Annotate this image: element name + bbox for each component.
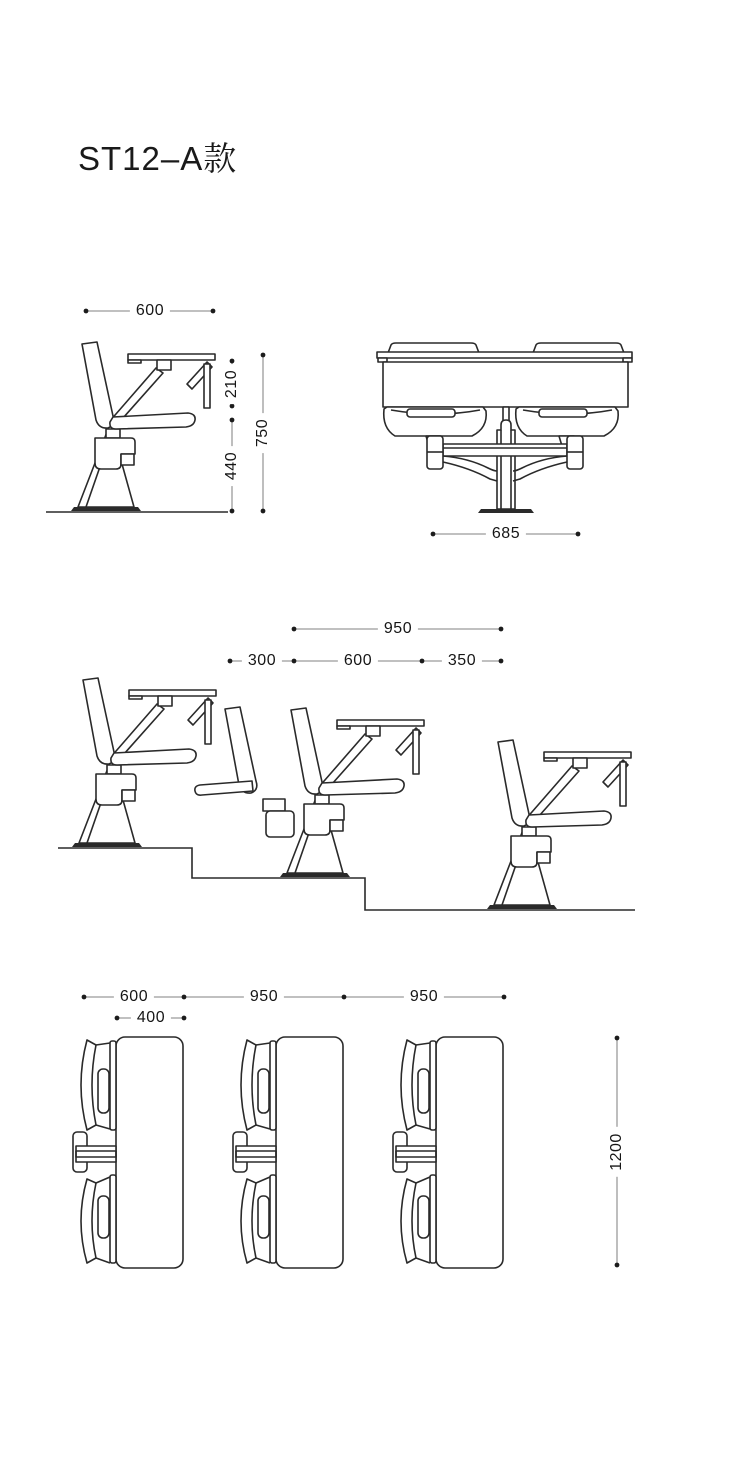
front-view-drawing xyxy=(377,343,632,513)
dim-side-tablet-height-label: 210 xyxy=(224,364,240,404)
drawing-title: ST12–A款 xyxy=(78,140,238,177)
dim-rows-front-offset-label: 350 xyxy=(442,653,482,669)
side-view-drawing xyxy=(46,342,228,512)
dim-plan-pitch-right-label: 950 xyxy=(404,989,444,1005)
dim-side-overall-height-label: 750 xyxy=(255,413,271,453)
tier-view-drawing xyxy=(58,678,635,910)
dim-side-width-label: 600 xyxy=(130,303,170,319)
plan-view-drawing xyxy=(73,1037,503,1268)
dim-rows-back-offset-label: 300 xyxy=(242,653,282,669)
dim-rows-chair-depth-label: 600 xyxy=(338,653,378,669)
dim-plan-end-width-label: 600 xyxy=(114,989,154,1005)
dim-plan-bench-length-label: 1200 xyxy=(609,1127,625,1177)
dim-rows-pitch-label: 950 xyxy=(378,621,418,637)
dim-side-seat-height-label: 440 xyxy=(224,446,240,486)
dim-front-base-span-label: 685 xyxy=(486,526,526,542)
dim-plan-pitch-left-label: 950 xyxy=(244,989,284,1005)
dim-plan-tablet-width-label: 400 xyxy=(131,1010,171,1026)
